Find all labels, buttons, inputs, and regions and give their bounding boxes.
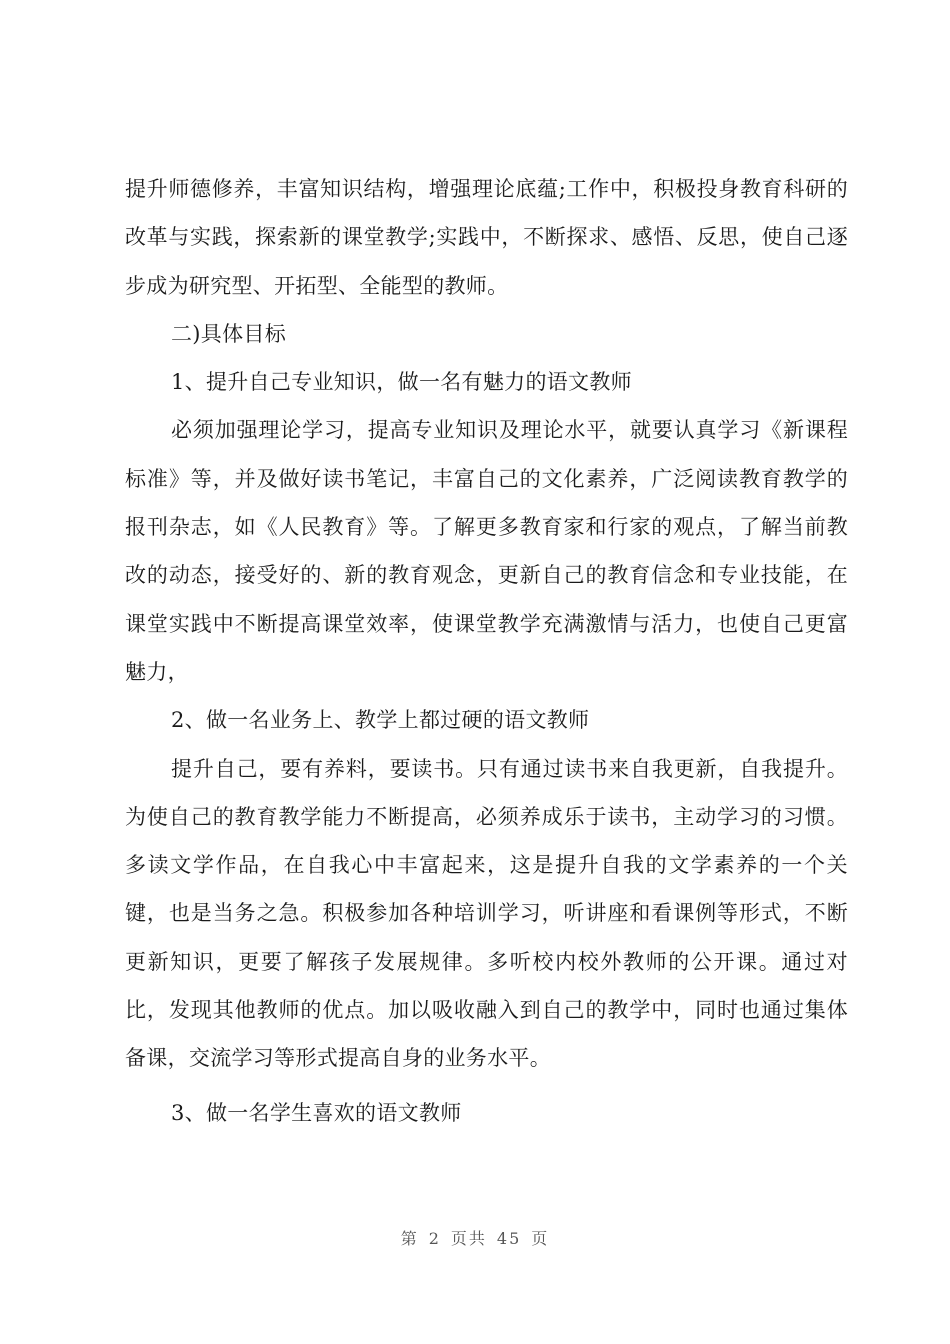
- footer-middle: 页共: [450, 1229, 487, 1248]
- goal-heading-2: 2、做一名业务上、教学上都过硬的语文教师: [171, 708, 590, 733]
- paragraph-goal-2: 提升自己，要有养料，要读书。只有通过读书来自我更新，自我提升。为使自己的教育教学能力不断提高，必须养成乐于读书，主动学习的习惯。多读文学作品，在自我心中丰富起来，这是提升自我的文学素养的一个关键，也是当务之急。积极参加各种培训学习，听讲座和看课例等形式，不断更新知识，更要了解孩子发展规律。多听校内校外教师的公开课。通过对比，发现其他教师的优点。加以吸收融入到自己的教学中，同时也通过集体备课，交流学习等形式提高自身的业务水平。: [125, 756, 848, 1071]
- goal-heading-3: 3、做一名学生喜欢的语文教师: [171, 1100, 462, 1125]
- document-body: [125, 165, 848, 1137]
- footer-page-number: 2: [428, 1229, 441, 1248]
- section-heading: 二)具体目标: [171, 321, 286, 346]
- goal-heading-1: 1、提升自己专业知识，做一名有魅力的语文教师: [171, 370, 632, 395]
- footer-total-pages: 45: [496, 1229, 522, 1248]
- footer-prefix: 第: [400, 1229, 419, 1248]
- paragraph-goal-1: 必须加强理论学习，提高专业知识及理论水平，就要认真学习《新课程标准》等，并及做好读书笔记，丰富自己的文化素养，广泛阅读教育教学的报刊杂志，如《人民教育》等。了解更多教育家和行家的观点，了解当前教改的动态，接受好的、新的教育观念，更新自己的教育信念和专业技能，在课堂实践中不断提高课堂效率，使课堂教学充满激情与活力，也使自己更富魅力，: [125, 418, 848, 684]
- paragraph-continuation: 提升师德修养，丰富知识结构，增强理论底蕴;工作中，积极投身教育科研的改革与实践，探索新的课堂教学;实践中，不断探求、感悟、反思，使自己逐步成为研究型、开拓型、全能型的教师。: [125, 177, 848, 298]
- footer-suffix: 页: [531, 1229, 550, 1248]
- page-footer: [0, 1226, 950, 1249]
